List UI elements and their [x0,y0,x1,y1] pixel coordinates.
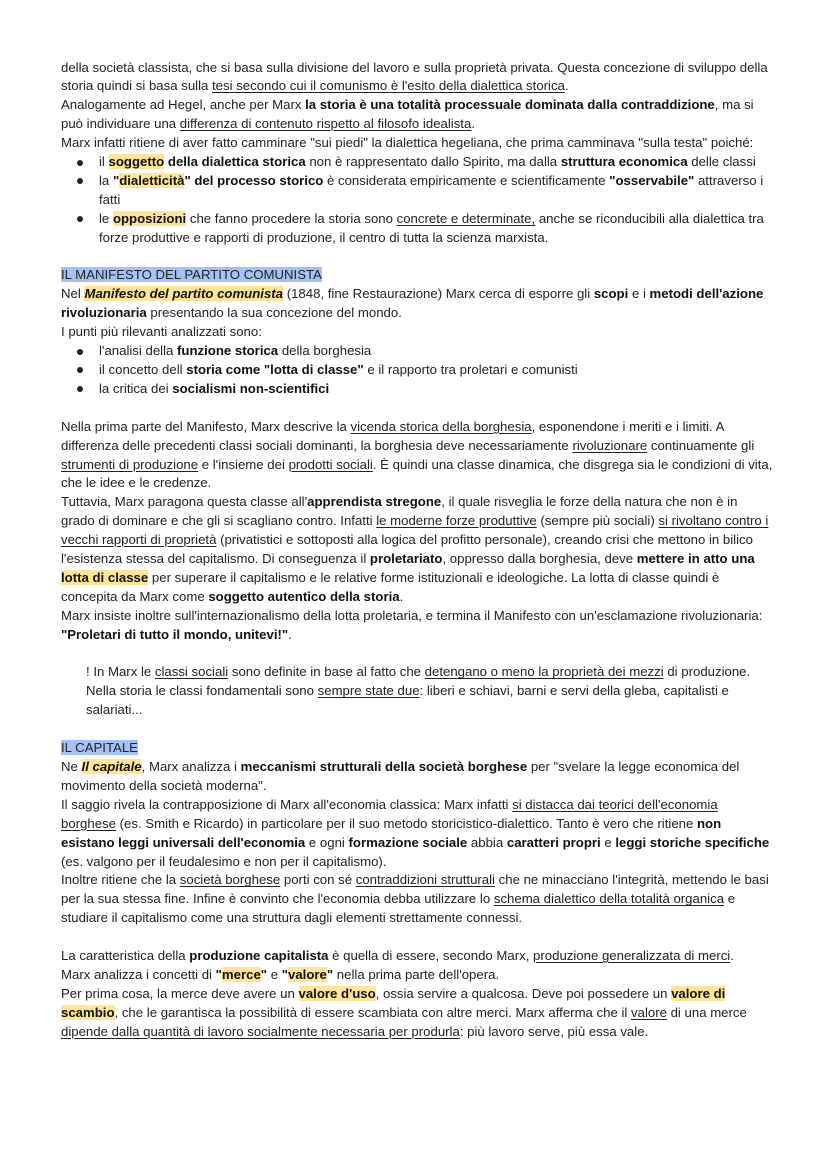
text-run: delle classi [687,154,756,170]
text-run: e studiare il capitalismo come una struttura dagli elementi strettamente connessi. [61,891,736,926]
paragraph [61,758,773,796]
note-block [61,663,773,720]
text-run: e l'insieme dei [198,456,289,472]
text-run: e i [628,286,650,302]
underlined-text: schema dialettico della totalità organica [493,891,725,907]
text-run: il concetto dell [99,361,187,377]
bold-text: " [281,966,288,982]
paragraph [61,59,773,97]
bold-text: " [326,966,334,982]
paragraph [61,134,773,153]
text-run: La caratteristica della [61,948,190,964]
highlighted-text: merce [221,966,261,982]
bold-text: mettere in atto una [636,551,755,567]
list-item [99,210,773,248]
highlighted-text: lotta di classe [61,569,149,585]
bold-text: formazione sociale [348,834,468,850]
underlined-text: rivoluzionare [572,437,648,453]
list-item-text [99,362,578,377]
paragraph [61,985,773,1042]
bold-text: meccanismi strutturali della società borghese [240,758,528,774]
highlighted-text: valore [288,966,327,982]
bold-text: soggetto autentico della storia [208,588,400,604]
text-run: della società classista, che si basa sulla divisione del lavoro e sulla proprietà privata. Questa concezione di sviluppo della storia quindi si basa sulla [61,59,768,94]
text-run: il [99,154,109,170]
bold-text: funzione storica [177,343,279,359]
text-run: (es. Smith e Ricardo) in particolare per il suo metodo storicistico-dialettico. Tanto è vero che ritiene [116,815,697,831]
bold-text: non esistano leggi universali dell'economia [61,815,722,850]
text-run: Inoltre ritiene che la [61,872,180,888]
bold-text: storia come "lotta di classe" [186,361,364,377]
paragraph [61,323,773,342]
text-run: e il rapporto tra proletari e comunisti [363,361,578,377]
note-paragraph [86,682,773,720]
list-item [99,361,773,380]
highlighted-text: soggetto [108,154,165,170]
text-run: della borghesia [278,343,372,359]
text-run: , ma si può individuare una [61,97,754,132]
text-run: (sempre più sociali) [536,513,659,529]
text-run: di produzione. [663,664,751,680]
text-run: di una merce [666,1004,747,1020]
capitale-section [61,739,773,1041]
text-run: Marx infatti ritiene di aver fatto camminare "sui piedi" la dialettica hegeliana, che prima camminava "sulla testa" poiché: [61,135,754,151]
text-run: per "svelare la legge economica del movimento della società moderna". [61,758,740,793]
bold-text: "Proletari di tutto il mondo, unitevi!" [61,626,289,642]
list-item-text [99,154,756,169]
bold-text: " [112,172,120,188]
paragraph [61,96,773,134]
text-run: attraverso i fatti [99,172,764,207]
bold-text: proletariato [369,551,443,567]
list-item [99,342,773,361]
text-run: : più lavoro serve, più essa vale. [459,1023,649,1039]
underlined-text: società borghese [179,872,281,888]
text-run: . [399,588,404,604]
text-run: Analogamente ad Hegel, anche per Marx [61,97,306,113]
text-run: la [99,172,113,188]
highlighted-text: Manifesto del partito comunista [84,286,284,302]
underlined-text: valore [631,1004,667,1020]
bullet-icon [77,386,83,392]
bold-text: della dialettica storica [164,154,306,170]
list-item-text [99,343,371,358]
text-run: anche se riconducibili alla dialettica tra forze produttive e rapporti di produzione, il centro di tutta la scienza marxista. [99,210,764,245]
blank-line [61,248,773,267]
bold-text: la storia è una totalità processuale dominata dalla contraddizione [305,97,715,113]
text-run: la critica dei [99,380,173,396]
text-run: ! In Marx le [86,664,155,680]
text-run: porti con sé [280,872,356,888]
text-run: Per prima cosa, la merce deve avere un [61,985,299,1001]
paragraph [61,285,773,323]
list-item-text [99,381,329,396]
bold-text: leggi storiche specifiche [615,834,770,850]
paragraph [61,871,773,928]
paragraph [61,966,773,985]
blank-line [61,399,773,418]
list-item [99,172,773,210]
text-run: Nella prima parte del Manifesto, Marx descrive la [61,418,351,434]
underlined-text: contraddizioni strutturali [355,872,495,888]
text-run: Marx analizza i concetti di [61,966,216,982]
paragraph [61,607,773,645]
text-run: , il quale risveglia le forze della natura che non è in grado di dominare e che gli si scagliano contro. Infatti [61,494,738,529]
section-heading-text: IL CAPITALE [61,740,138,756]
bold-text: caratteri propri [506,834,601,850]
blank-line [61,720,773,739]
underlined-text: strumenti di produzione [61,456,199,472]
list-item-text [99,173,763,207]
underlined-text: si distacca dai teorici dell'economia borghese [61,796,718,831]
blank-line [61,645,773,664]
text-run: Marx insiste inoltre sull'internazionalismo della lotta proletaria, e termina il Manifesto con un'esclamazione rivoluzionaria: [61,607,763,623]
text-run: I punti più rilevanti analizzati sono: [61,324,262,340]
text-run: Ne [61,758,82,774]
bold-text: " del processo storico [184,172,324,188]
bold-text: "osservabile" [609,172,695,188]
highlighted-text: valore di scambio [61,985,726,1020]
bold-text: produzione capitalista [189,948,329,964]
underlined-text: classi sociali [154,664,229,680]
text-run: è considerata empiricamente e scientificamente [323,172,610,188]
section-heading [61,266,773,285]
text-run: . È quindi una classe dinamica, che disgrega sia le condizioni di vita, che le idee e le credenze. [61,456,773,491]
text-run: Tuttavia, Marx paragona questa classe all' [61,494,308,510]
text-run: (1848, fine Restaurazione) Marx cerca di esporre gli [283,286,594,302]
highlighted-text: Il capitale [81,758,142,774]
section-heading-text: IL MANIFESTO DEL PARTITO COMUNISTA [61,267,322,283]
bullet-list [61,342,773,399]
underlined-text: si rivoltano contro i vecchi rapporti di proprietà [61,513,769,548]
list-item [99,153,773,172]
underlined-text: concrete e determinate, [396,210,536,226]
bullet-icon [77,216,83,222]
paragraph [61,796,773,872]
bold-text: socialismi non-scientifici [172,380,330,396]
text-run: e ogni [305,834,349,850]
blank-line [61,928,773,947]
bullet-icon [77,367,83,373]
bold-text: apprendista stregone [307,494,442,510]
text-run: nella prima parte dell'opera. [333,966,500,982]
text-run: non è rappresentato dallo Spirito, ma dalla [305,154,561,170]
text-run: l'analisi della [99,343,178,359]
underlined-text: le moderne forze produttive [376,513,537,529]
text-run: , ossia servire a qualcosa. Deve poi possedere un [375,985,672,1001]
section-heading [61,739,773,758]
paragraph [61,418,773,494]
text-run: . [730,948,734,964]
text-run: , che le garantisca la possibilità di essere scambiata con altre merci. Marx afferma che il [114,1004,632,1020]
text-run: , esponendone i meriti e i limiti. A differenza delle precedenti classi sociali dominanti, la borghesia deve necessariamente [61,418,724,453]
highlighted-text: opposizioni [112,210,187,226]
text-run: sono definite in base al fatto che [228,664,425,680]
underlined-text: sempre state due [317,683,420,699]
bullet-icon [77,160,83,166]
text-run: che ne minacciano l'integrità, mettendo le basi per la sua stessa fine. Infine è convinto che l'economia debba utilizzare lo [61,872,769,907]
underlined-text: produzione generalizzata di merci [533,948,731,964]
text-run: presentando la sua concezione del mondo. [146,305,402,321]
text-run: Nella storia le classi fondamentali sono [86,683,318,699]
paragraph [61,493,773,606]
underlined-text: vicenda storica della borghesia [350,418,532,434]
text-run: e [267,966,282,982]
text-run: è quella di essere, secondo Marx, [328,948,534,964]
bullet-icon [77,178,83,184]
text-run: . [471,116,475,132]
text-run: le [99,210,113,226]
text-run: . [288,626,292,642]
intro-section [61,59,773,248]
underlined-text: differenza di contenuto rispetto al filosofo idealista [179,116,472,132]
text-run: Nel [61,286,85,302]
text-run: per superare il capitalismo e le relative forme istituzionali e ideologiche. La lotta di classe quindi è concepita da Marx come [61,569,720,604]
bold-text: " [260,966,268,982]
underlined-text: tesi secondo cui il comunismo è l'esito della dialettica storica [212,78,565,94]
text-run: che fanno procedere la storia sono [186,210,397,226]
text-run: , oppresso dalla borghesia, deve [442,551,637,567]
text-run: continuamente gli [647,437,755,453]
underlined-text: prodotti sociali [288,456,373,472]
highlighted-text: valore d'uso [298,985,376,1001]
list-item-text [99,211,764,245]
note-paragraph [86,663,773,682]
text-run: : liberi e schiavi, barni e servi della gleba, capitalisti e salariati... [86,683,729,718]
list-item [99,380,773,399]
text-run: abbia [467,834,507,850]
bullet-icon [77,349,83,355]
text-run: (es. valgono per il feudalesimo e non per il capitalismo). [61,853,387,869]
text-run: (privatistici e sottoposti alla logica del profitto personale), creando crisi che mettono in bilico l'esistenza stessa del capitalismo. Di conseguenza il [61,532,753,567]
bold-text: metodi dell'azione rivoluzionaria [61,286,764,321]
manifesto-section [61,266,773,720]
paragraph [61,947,773,966]
text-run: , Marx analizza i [141,758,241,774]
text-run: e [600,834,616,850]
bold-text: " [215,966,222,982]
bold-text: struttura economica [560,154,688,170]
underlined-text: detengano o meno la proprietà dei mezzi [424,664,664,680]
bullet-list [61,153,773,248]
text-run: Il saggio rivela la contrapposizione di Marx all'economia classica: Marx infatti [61,796,513,812]
highlighted-text: dialetticità [119,172,185,188]
bold-text: scopi [593,286,629,302]
underlined-text: dipende dalla quantità di lavoro socialmente necessaria per produrla [61,1023,460,1039]
text-run: . [564,78,569,94]
